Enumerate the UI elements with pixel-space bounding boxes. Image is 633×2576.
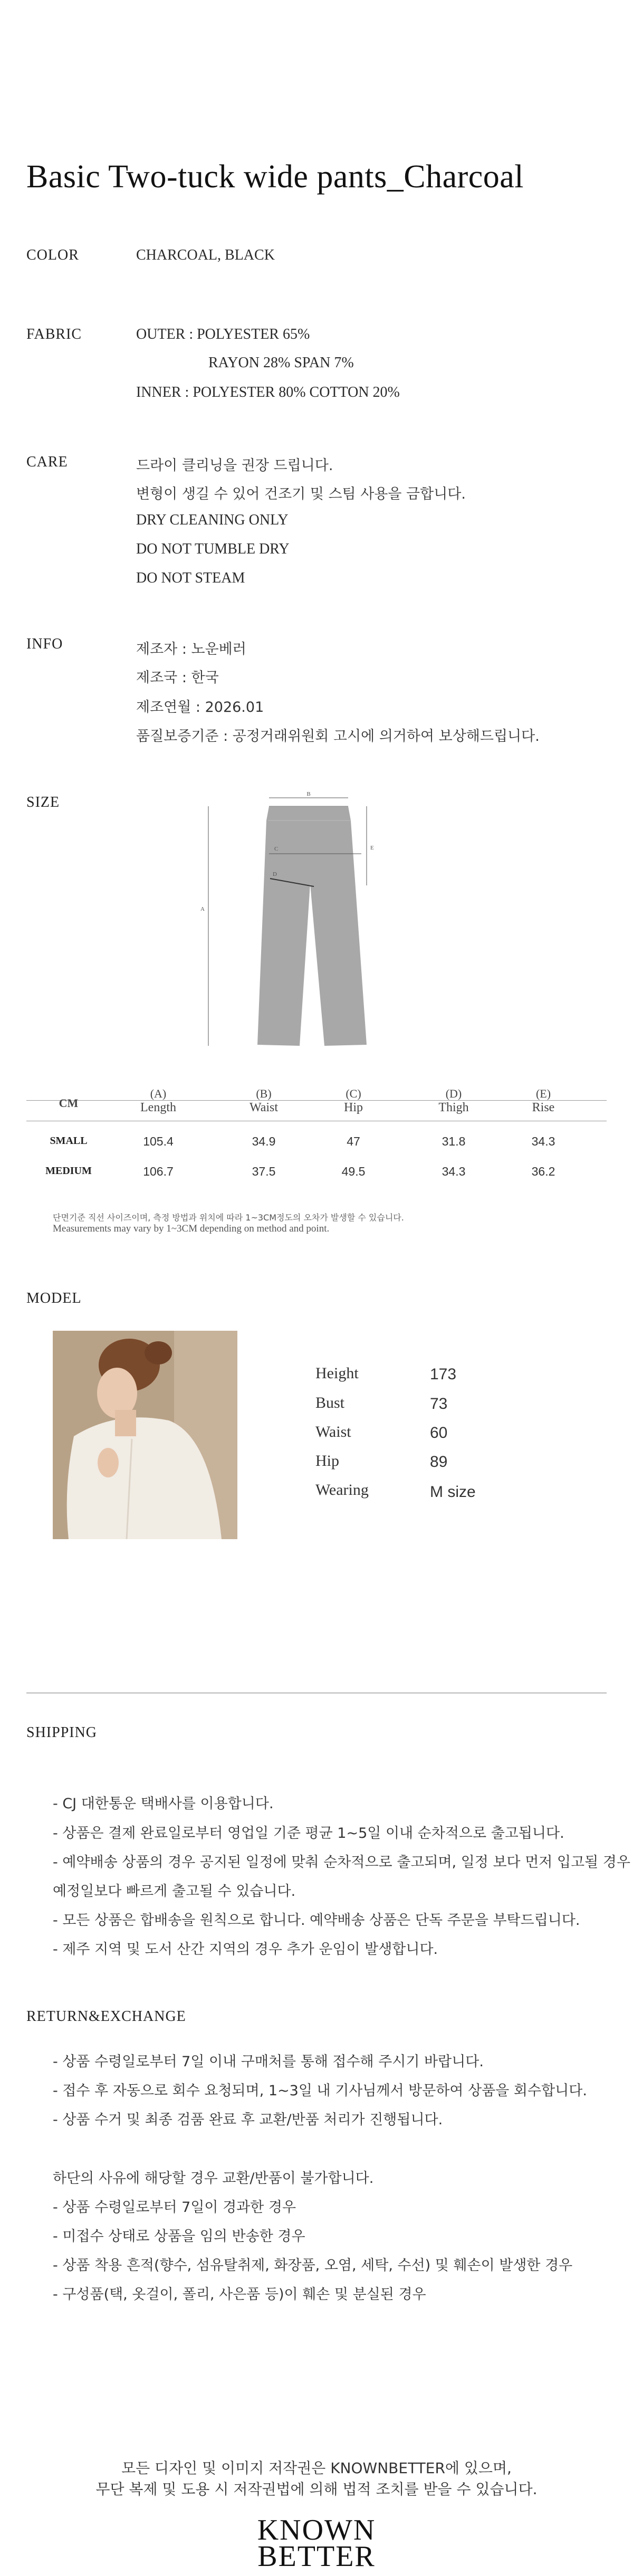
table-cell: 36.2 xyxy=(531,1165,555,1178)
return-line: - 미접수 상태로 상품을 임의 반송한 경우 xyxy=(53,2228,305,2245)
diagram-letter-c: C xyxy=(274,846,279,852)
model-spec-value: 173 xyxy=(430,1366,457,1383)
model-spec-label: Wearing xyxy=(315,1481,369,1499)
table-cell: 47 xyxy=(347,1134,360,1148)
table-header: (A) Length xyxy=(140,1087,176,1114)
table-row-label: MEDIUM xyxy=(45,1165,92,1177)
pants-diagram xyxy=(190,791,390,1055)
return-line: - 접수 후 자동으로 회수 요청되며, 1~3일 내 기사님께서 방문하여 상품을 회수합니다. xyxy=(53,2083,587,2099)
page-title: Basic Two-tuck wide pants_Charcoal xyxy=(26,159,524,195)
info-line: 제조자 : 노운베러 xyxy=(136,641,246,657)
model-spec-label: Waist xyxy=(315,1423,351,1440)
return-heading: 하단의 사유에 해당할 경우 교환/반품이 불가합니다. xyxy=(53,2170,374,2187)
model-photo xyxy=(53,1331,237,1539)
table-cell: 34.9 xyxy=(252,1134,276,1148)
info-line: 제조국 : 한국 xyxy=(136,670,219,686)
care-line: DO NOT TUMBLE DRY xyxy=(136,541,290,557)
brand-logo-bottom: BETTER xyxy=(257,2540,376,2573)
model-spec-value: 73 xyxy=(430,1395,448,1413)
diagram-letter-a: A xyxy=(200,906,205,912)
shipping-line: - 모든 상품은 합배송을 원칙으로 합니다. 예약배송 상품은 단독 주문을 부탁드립니다. xyxy=(53,1912,580,1929)
table-row-label: SMALL xyxy=(50,1135,88,1147)
info-line: 품질보증기준 : 공정거래위원회 고시에 의거하여 보상해드립니다. xyxy=(136,728,540,745)
table-unit: CM xyxy=(59,1096,79,1110)
diagram-letter-e: E xyxy=(370,845,374,851)
model-spec-value: M size xyxy=(430,1483,476,1501)
size-label: SIZE xyxy=(26,794,60,810)
return-label: RETURN&EXCHANGE xyxy=(26,2008,186,2025)
table-cell: 37.5 xyxy=(252,1165,276,1178)
care-line: DRY CLEANING ONLY xyxy=(136,512,289,528)
table-cell: 34.3 xyxy=(531,1134,555,1148)
shipping-label: SHIPPING xyxy=(26,1724,98,1741)
brand-logo-top: KNOWN xyxy=(257,2514,376,2546)
table-cell: 31.8 xyxy=(442,1134,466,1148)
table-cell: 105.4 xyxy=(143,1134,174,1148)
model-spec-value: 60 xyxy=(430,1424,448,1442)
fabric-line: RAYON 28% SPAN 7% xyxy=(208,355,354,371)
return-line: - 상품 착용 흔적(향수, 섬유탈취제, 화장품, 오염, 세탁, 수선) 및 훼손이 발생한 경우 xyxy=(53,2257,573,2274)
color-label: COLOR xyxy=(26,247,79,263)
table-header: (C) Hip xyxy=(344,1087,363,1114)
fabric-label: FABRIC xyxy=(26,326,82,342)
copyright-line: 모든 디자인 및 이미지 저작권은 KNOWNBETTER에 있으며, xyxy=(121,2459,512,2477)
shipping-line: - CJ 대한통운 택배사를 이용합니다. xyxy=(53,1796,274,1812)
return-line: - 구성품(택, 옷걸이, 폴리, 사은품 등)이 훼손 및 분실된 경우 xyxy=(53,2286,426,2303)
shipping-line: 예정일보다 빠르게 출고될 수 있습니다. xyxy=(53,1883,296,1900)
care-line: 드라이 클리닝을 권장 드립니다. xyxy=(136,457,333,474)
care-line: DO NOT STEAM xyxy=(136,570,245,586)
info-label: INFO xyxy=(26,636,63,652)
care-line: 변형이 생길 수 있어 건조기 및 스팀 사용을 금합니다. xyxy=(136,486,466,502)
return-line: - 상품 수령일로부터 7일 이내 구매처를 통해 접수해 주시기 바랍니다. xyxy=(53,2054,484,2070)
model-label: MODEL xyxy=(26,1290,82,1306)
fabric-line: INNER : POLYESTER 80% COTTON 20% xyxy=(136,384,400,400)
info-line: 제조연월 : 2026.01 xyxy=(136,699,264,715)
table-cell: 34.3 xyxy=(442,1165,466,1178)
table-header: (B) Waist xyxy=(249,1087,279,1114)
fabric-line: OUTER : POLYESTER 65% xyxy=(136,326,310,342)
care-label: CARE xyxy=(26,454,68,470)
size-note-en: Measurements may vary by 1~3CM depending on method and point. xyxy=(53,1223,330,1234)
shipping-line: - 예약배송 상품의 경우 공지된 일정에 맞춰 순차적으로 출고되며, 일정 보다 먼저 입고될 경우 xyxy=(53,1854,630,1871)
return-line: - 상품 수거 및 최종 검품 완료 후 교환/반품 처리가 진행됩니다. xyxy=(53,2112,443,2128)
pants-shape xyxy=(257,806,367,1046)
diagram-letter-d: D xyxy=(273,871,277,877)
table-header: (E) Rise xyxy=(532,1087,555,1114)
size-note-kr: 단면기준 직선 사이즈이며, 측정 방법과 위치에 따라 1~3CM정도의 오차가 발생할 수 있습니다. xyxy=(53,1213,404,1223)
return-line: - 상품 수령일로부터 7일이 경과한 경우 xyxy=(53,2199,296,2216)
copyright-line: 무단 복제 및 도용 시 저작권법에 의해 법적 조치를 받을 수 있습니다. xyxy=(95,2480,538,2498)
diagram-letter-b: B xyxy=(306,791,311,797)
model-spec-label: Hip xyxy=(315,1452,339,1470)
color-value: CHARCOAL, BLACK xyxy=(136,247,275,263)
shipping-line: - 제주 지역 및 도서 산간 지역의 경우 추가 운임이 발생합니다. xyxy=(53,1941,438,1958)
brand-logo xyxy=(0,2514,633,2573)
model-spec-label: Bust xyxy=(315,1394,345,1411)
table-cell: 106.7 xyxy=(143,1165,174,1178)
model-spec-value: 89 xyxy=(430,1453,448,1471)
table-header: (D) Thigh xyxy=(438,1087,469,1114)
table-cell: 49.5 xyxy=(341,1165,366,1178)
shipping-line: - 상품은 결제 완료일로부터 영업일 기준 평균 1~5일 이내 순차적으로 출고됩니다. xyxy=(53,1825,564,1842)
model-spec-label: Height xyxy=(315,1365,359,1382)
